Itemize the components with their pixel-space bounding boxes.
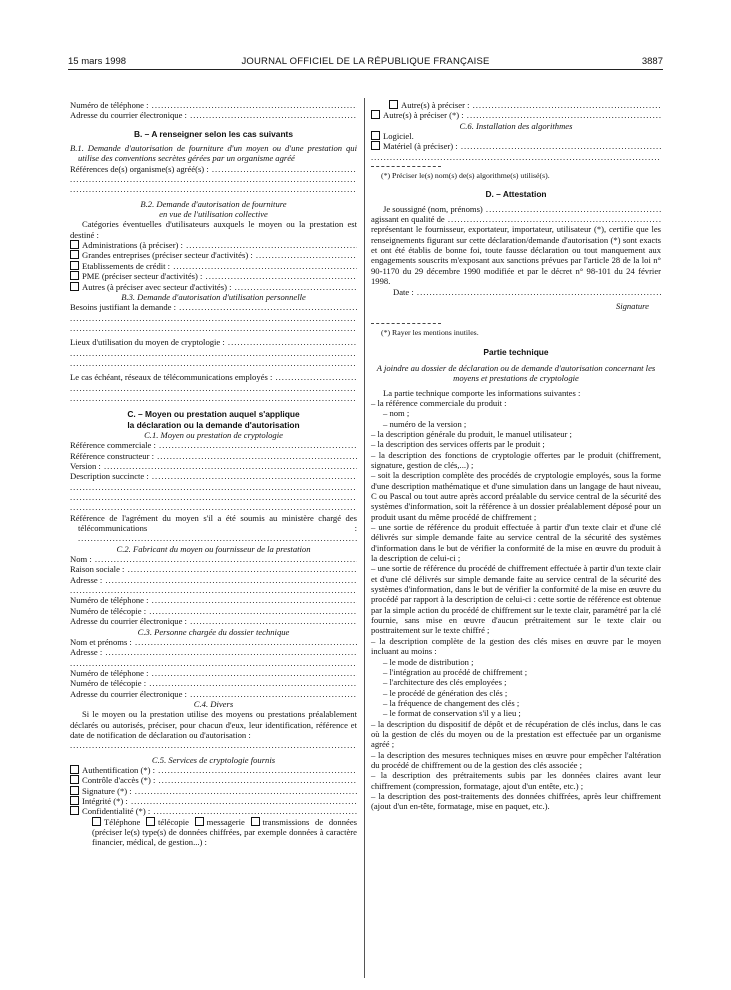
header-date: 15 mars 1998 — [68, 56, 127, 67]
blank-line — [70, 184, 357, 194]
checkbox-icon — [251, 817, 260, 826]
checkbox-materiel: Matériel (à préciser) : ..... — [371, 141, 661, 151]
field-adresse: Adresse : ..... — [70, 575, 357, 585]
blank-line — [70, 323, 357, 333]
note-rule — [371, 323, 441, 324]
technical-item: – la description des prétraitements subis par les données claires avant leur chiffrement (compression, formatage, ajout d'un entête, etc.) ; — [371, 770, 661, 791]
signature-label: Signature — [615, 300, 649, 311]
checkbox-icon — [70, 282, 79, 291]
field-description: Description succincte : ..... — [70, 471, 357, 481]
blank-line — [70, 492, 357, 502]
checkbox-autres: Autres (à préciser avec secteur d'activités) : ..... — [70, 282, 357, 292]
categories-text: Catégories éventuelles d'utilisateurs auxquels le moyen ou la prestation est destiné : — [70, 219, 357, 240]
attestation-text: représentant le fournisseur, exportateur, importateur, utilisateur (*), certifie que les renseignements figurant sur cette déclaration/demande d'autorisation (*) sont exacts et ont été établis de bonne foi, toute fausse déclaration ou tout manquement aux engagements souscrits m'exposant aux sanctions prévues par l'article 28 de la loi n° 90-1170 du 29 décembre 1990 modifiée et par le décret n° 98-101 du 24 février 1998. — [371, 224, 661, 287]
blank-line — [70, 585, 357, 595]
technical-items-list — [371, 398, 661, 812]
blank-line — [70, 358, 357, 368]
technical-item: – une sortie de référence du procédé de chiffrement effectuée à partir d'un texte clair et d'une clé délivrés sur simple demande faite au service central de la sécurité des systèmes d'information, dans le but de vérifier la conformité de la mise en œuvre du procédé par rapport à la description de celui-ci : cette sortie de référence est obtenue par la simple action du procédé de chiffrement sur le texte clair, paramétré par la clé fournie, sans mise en œuvre d'aucun prétraitement sur le texte clair ou posttraitement sur le texte chiffré ; — [371, 563, 661, 636]
technical-item: – la description des mesures techniques mises en œuvre pour empêcher l'altération du procédé de chiffrement ou de la gestion des clés associée ; — [371, 749, 661, 770]
field-telecopie-2: Numéro de télécopie : ..... — [70, 606, 357, 616]
field-reseaux: Le cas échéant, réseaux de télécommunications employés : ..... — [70, 372, 357, 382]
checkbox-controle-acces: Contrôle d'accès (*) : ..... — [70, 775, 357, 785]
checkbox-autres-1: Autre(s) à préciser : ..... — [371, 100, 661, 110]
checkbox-authentification: Authentification (*) : ..... — [70, 765, 357, 775]
blank-line — [70, 740, 357, 750]
field-email-3: Adresse du courrier électronique : ..... — [70, 689, 357, 699]
c5-heading: C.5. Services de cryptologie fournis — [151, 754, 276, 765]
checkbox-icon — [371, 141, 380, 150]
footnote-mentions: (*) Rayer les mentions inutiles. — [381, 328, 479, 338]
field-telephone-2: Numéro de téléphone : ..... — [70, 595, 357, 605]
technical-item: – la fréquence de changement des clés ; — [383, 697, 520, 708]
checkbox-logiciel: Logiciel. — [371, 131, 661, 141]
left-column — [70, 100, 357, 848]
checkbox-icon — [92, 817, 101, 826]
checkbox-icon — [371, 131, 380, 140]
footnote-algorithmes: (*) Préciser le(s) nom(s) de(s) algorithme(s) utilisé(s). — [381, 171, 550, 181]
b1-heading: B.1. Demande d'autorisation de fourniture d'un moyen ou d'une prestation qui utilise des conventions secrètes gérées par un organisme agréé — [70, 143, 357, 164]
section-c-heading: C. – Moyen ou prestation auquel s'applique — [127, 409, 300, 420]
technical-item: – le mode de distribution ; — [383, 656, 474, 667]
column-divider — [364, 98, 365, 978]
technical-item: – la référence commerciale du produit : — [371, 397, 507, 408]
field-besoins: Besoins justifiant la demande : ..... — [70, 302, 357, 312]
technical-item: – le procédé de génération des clés ; — [383, 687, 508, 698]
technical-item: – la description des services offerts par le produit ; — [371, 439, 545, 450]
b3-heading: B.3. Demande d'autorisation d'utilisation personnelle — [121, 291, 306, 302]
b2-heading: B.2. Demande d'autorisation de fourniture — [140, 198, 287, 209]
technical-item: – la description générale du produit, le manuel utilisateur ; — [371, 428, 572, 439]
field-telephone: Numéro de téléphone : ..... — [70, 100, 357, 110]
header-rule — [68, 69, 663, 70]
checkbox-etablissements: Etablissements de crédit : ..... — [70, 261, 357, 271]
blank-line — [70, 313, 357, 323]
checkbox-icon — [70, 271, 79, 280]
checkbox-icon — [195, 817, 204, 826]
header-journal-title: JOURNAL OFFICIEL DE LA RÉPUBLIQUE FRANÇAISE — [241, 56, 490, 67]
field-raison-sociale: Raison sociale : ..... — [70, 564, 357, 574]
partie-technique-intro: A joindre au dossier de déclaration ou de demande d'autorisation concernant les moyens et prestations de cryptologie — [376, 362, 656, 384]
checkbox-icon — [389, 100, 398, 109]
blank-line — [70, 658, 357, 668]
field-organismes-refs: Références de(s) organisme(s) agréé(s) : ..... — [70, 164, 357, 174]
field-qualite: agissant en qualité de ..... — [371, 214, 661, 224]
section-b-heading: B. – A renseigner selon les cas suivants — [133, 128, 294, 139]
blank-line — [70, 393, 357, 403]
checkbox-icon — [70, 765, 79, 774]
checkbox-icon — [371, 110, 380, 119]
checkbox-autres-2: Autre(s) à préciser (*) : ..... — [371, 110, 661, 120]
divers-text: Si le moyen ou la prestation utilise des moyens ou prestations préalablement déclarés ou autorisés, préciser, pour chacun d'eux, leur identification, référence et date de notification de déclaration ou d'autorisation : — [70, 709, 357, 740]
section-d-heading: D. – Attestation — [485, 189, 547, 200]
checkbox-administrations: Administrations (à préciser) : ..... — [70, 240, 357, 250]
checkbox-icon — [146, 817, 155, 826]
field-lieux: Lieux d'utilisation du moyen de cryptologie : ..... — [70, 337, 357, 347]
blank-line — [70, 383, 357, 393]
c6-heading: C.6. Installation des algorithmes — [459, 120, 573, 131]
field-adresse-3: Adresse : ..... — [70, 647, 357, 657]
field-email-2: Adresse du courrier électronique : ..... — [70, 616, 357, 626]
checkbox-icon — [70, 796, 79, 805]
confidentialite-options: Téléphone télécopie messagerie transmissions de données (préciser le(s) type(s) de données chiffrées, par exemple données à caractère financier, médical, de gestion...) : — [92, 816, 357, 848]
field-nom: Nom : ..... — [70, 554, 357, 564]
field-telephone-3: Numéro de téléphone : ..... — [70, 668, 357, 678]
blank-line — [371, 152, 661, 162]
checkbox-pme: PME (préciser secteur d'activités) : ..... — [70, 271, 357, 281]
blank-line — [70, 174, 357, 184]
technical-item: – la description complète de la gestion des clés mises en œuvre par le moyen incluant au moins : — [371, 635, 661, 657]
technical-item: – la description du dispositif de dépôt et de récupération de clés inclus, dans le cas où la gestion de clés du moyen ou de la prestation est effectuée par un organisme agréé ; — [371, 718, 661, 750]
note-rule — [371, 166, 441, 167]
checkbox-icon — [70, 786, 79, 795]
partie-technique-heading: Partie technique — [483, 346, 549, 357]
blank-line — [70, 502, 357, 512]
field-email: Adresse du courrier électronique : ..... — [70, 110, 357, 120]
technical-item: – l'architecture des clés employées ; — [383, 677, 507, 688]
technical-item: – la description des fonctions de cryptologie offertes par le produit (chiffrement, signature, gestion de clés,...) ; — [371, 449, 661, 470]
c4-heading: C.4. Divers — [193, 698, 234, 709]
checkbox-signature: Signature (*) : ..... — [70, 786, 357, 796]
c2-heading: C.2. Fabricant du moyen ou fournisseur de la prestation — [116, 543, 311, 554]
field-version: Version : ..... — [70, 461, 357, 471]
field-soussigne: Je soussigné (nom, prénoms) ..... — [371, 204, 661, 214]
checkbox-confidentialite: Confidentialité (*) : ..... — [70, 806, 357, 816]
checkbox-integrite: Intégrité (*) : ..... — [70, 796, 357, 806]
field-nom-prenoms: Nom et prénoms : ..... — [70, 637, 357, 647]
checkbox-grandes-entreprises: Grandes entreprises (préciser secteur d'activités) : ..... — [70, 250, 357, 260]
technical-item: – l'intégration au procédé de chiffrement ; — [383, 666, 528, 677]
header-page-number: 3887 — [641, 56, 663, 67]
field-ref-commerciale: Référence commerciale : ..... — [70, 440, 357, 450]
c1-heading: C.1. Moyen ou prestation de cryptologie — [144, 429, 283, 440]
checkbox-icon — [70, 261, 79, 270]
technical-item: – la description des post-traitements des données chiffrées, après leur chiffrement (ajout d'un en-tête, formatage, mise en paquet, etc.). — [371, 790, 661, 812]
c3-heading: C.3. Personne chargée du dossier technique — [137, 626, 290, 637]
checkbox-icon — [70, 775, 79, 784]
section-c-heading-2: la déclaration ou la demande d'autorisation — [127, 419, 300, 430]
technical-item: – une sortie de référence du produit effectuée à partir d'un texte clair et d'une clé délivrés sur simple demande faite au service central de la sécurité des systèmes d'information dans le but de vérifier la conformité de la mise en œuvre du produit à la description de celui-ci ; — [371, 522, 661, 564]
b2-subheading: en vue de l'utilisation collective — [159, 209, 268, 220]
field-telecopie-3: Numéro de télécopie : ..... — [70, 678, 357, 688]
checkbox-icon — [70, 240, 79, 249]
blank-line — [70, 482, 357, 492]
technical-item: – nom ; — [383, 408, 410, 419]
technical-item: – le format de conservation s'il y a lieu ; — [383, 708, 521, 719]
blank-line — [70, 348, 357, 358]
partie-technique-lead: La partie technique comporte les informations suivantes : — [383, 387, 581, 398]
page-header — [68, 56, 663, 70]
checkbox-icon — [70, 250, 79, 259]
field-date: Date : ..... — [371, 287, 661, 297]
field-ref-constructeur: Référence constructeur : ..... — [70, 451, 357, 461]
technical-item: – numéro de la version ; — [383, 418, 467, 429]
field-agrement: Référence de l'agrément du moyen s'il a été soumis au ministère chargé des télécommunications : ..... — [70, 513, 357, 544]
checkbox-icon — [70, 806, 79, 815]
technical-item: – soit la description complète des procédés de cryptologie employés, sous la forme d'une description mathématique et d'une simulation dans un langage de haut niveau, C ou Pascal ou tout autre après accord préalable du service central de la sécurité des systèmes d'information, soit la référence à un dossier préalablement déposé pour un produit usant du même procédé de chiffrement ; — [371, 470, 661, 522]
right-column — [371, 100, 661, 812]
